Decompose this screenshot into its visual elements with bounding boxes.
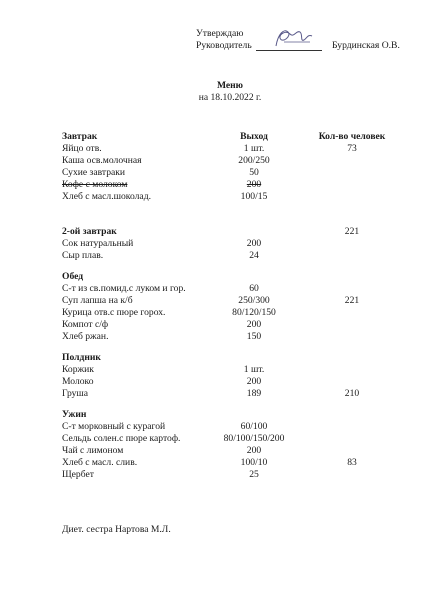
snack-title: Полдник [62, 352, 101, 363]
item-output: 200 [246, 376, 262, 387]
menu-row [0, 331, 424, 343]
menu-row [0, 307, 424, 319]
item-name: Сухие завтраки [62, 167, 126, 178]
item-count: 73 [347, 143, 357, 154]
section-header-row [0, 352, 424, 364]
menu-row [0, 295, 424, 307]
menu-row [0, 167, 424, 179]
item-name: Сельдь солен.с пюре картоф. [62, 433, 181, 444]
item-output: 24 [249, 250, 259, 261]
breakfast-header: Завтрак [62, 131, 98, 142]
menu-row [0, 143, 424, 155]
item-output: 60 [249, 283, 259, 294]
column-header-row [0, 131, 424, 143]
item-output: 200/250 [238, 155, 270, 166]
section-header-row [0, 271, 424, 283]
item-name: Груша [62, 388, 89, 399]
menu-row [0, 238, 424, 250]
footer-signature: Диет. сестра Нартова М.Л. [62, 524, 171, 535]
approval-name: Бурдинская О.В. [332, 40, 400, 51]
item-name: Хлеб с масл.шоколад. [62, 191, 151, 202]
item-name: Щербет [62, 469, 94, 480]
count-header: Кол-во человек [318, 131, 386, 142]
item-name: Компот с/ф [62, 319, 109, 330]
menu-row [0, 155, 424, 167]
item-name: Чай с лимоном [62, 445, 124, 456]
item-output: 1 шт. [243, 143, 265, 154]
signature-image [270, 24, 318, 52]
menu-row [0, 433, 424, 445]
item-output: 100/15 [240, 191, 268, 202]
item-name: Сыр плав. [62, 250, 104, 261]
item-output: 80/100/150/200 [223, 433, 285, 444]
item-name: Суп лапша на к/б [62, 295, 133, 306]
menu-row [0, 319, 424, 331]
item-name: Курица отв.с пюре горох. [62, 307, 166, 318]
item-count: 210 [344, 388, 360, 399]
item-name: Сок натуральный [62, 238, 134, 249]
item-output: 200 [246, 179, 262, 190]
item-output: 200 [246, 238, 262, 249]
item-output: 150 [246, 331, 262, 342]
item-name: С-т морковный с курагой [62, 421, 166, 432]
output-header: Выход [240, 131, 268, 142]
item-output: 80/120/150 [232, 307, 276, 318]
second-breakfast-title: 2-ой завтрак [62, 226, 117, 237]
menu-row-struck [0, 179, 424, 191]
item-name: С-т из св.помид.с луком и гор. [62, 283, 186, 294]
date-line: на 18.10.2022 г. [198, 92, 262, 103]
item-name: Яйцо отв. [62, 143, 102, 154]
menu-row [0, 191, 424, 203]
menu-row [0, 364, 424, 376]
menu-row [0, 445, 424, 457]
item-output: 100/10 [240, 457, 268, 468]
approval-label: Утверждаю [196, 28, 244, 39]
item-output: 189 [246, 388, 262, 399]
menu-row [0, 421, 424, 433]
item-output: 25 [249, 469, 259, 480]
menu-row [0, 376, 424, 388]
menu-row [0, 250, 424, 262]
lunch-title: Обед [62, 271, 84, 282]
menu-row [0, 469, 424, 481]
menu-row [0, 457, 424, 469]
section-count: 221 [344, 226, 360, 237]
menu-row [0, 283, 424, 295]
item-count: 83 [347, 457, 357, 468]
menu-row [0, 388, 424, 400]
item-name: Молоко [62, 376, 94, 387]
item-output: 60/100 [240, 421, 268, 432]
dinner-title: Ужин [62, 409, 87, 420]
item-name: Каша осв.молочная [62, 155, 142, 166]
item-name: Кофе с молоком [62, 179, 128, 190]
item-name: Коржик [62, 364, 94, 375]
item-name: Хлеб с масл. слив. [62, 457, 138, 468]
page-title: Меню [216, 80, 244, 91]
item-output: 1 шт. [243, 364, 265, 375]
approval-role: Руководитель [196, 40, 252, 51]
item-output: 200 [246, 319, 262, 330]
item-count: 221 [344, 295, 360, 306]
section-header-row [0, 226, 424, 238]
item-output: 200 [246, 445, 262, 456]
item-name: Хлеб ржан. [62, 331, 109, 342]
item-output: 250/300 [238, 295, 270, 306]
section-header-row [0, 409, 424, 421]
item-output: 50 [249, 167, 259, 178]
